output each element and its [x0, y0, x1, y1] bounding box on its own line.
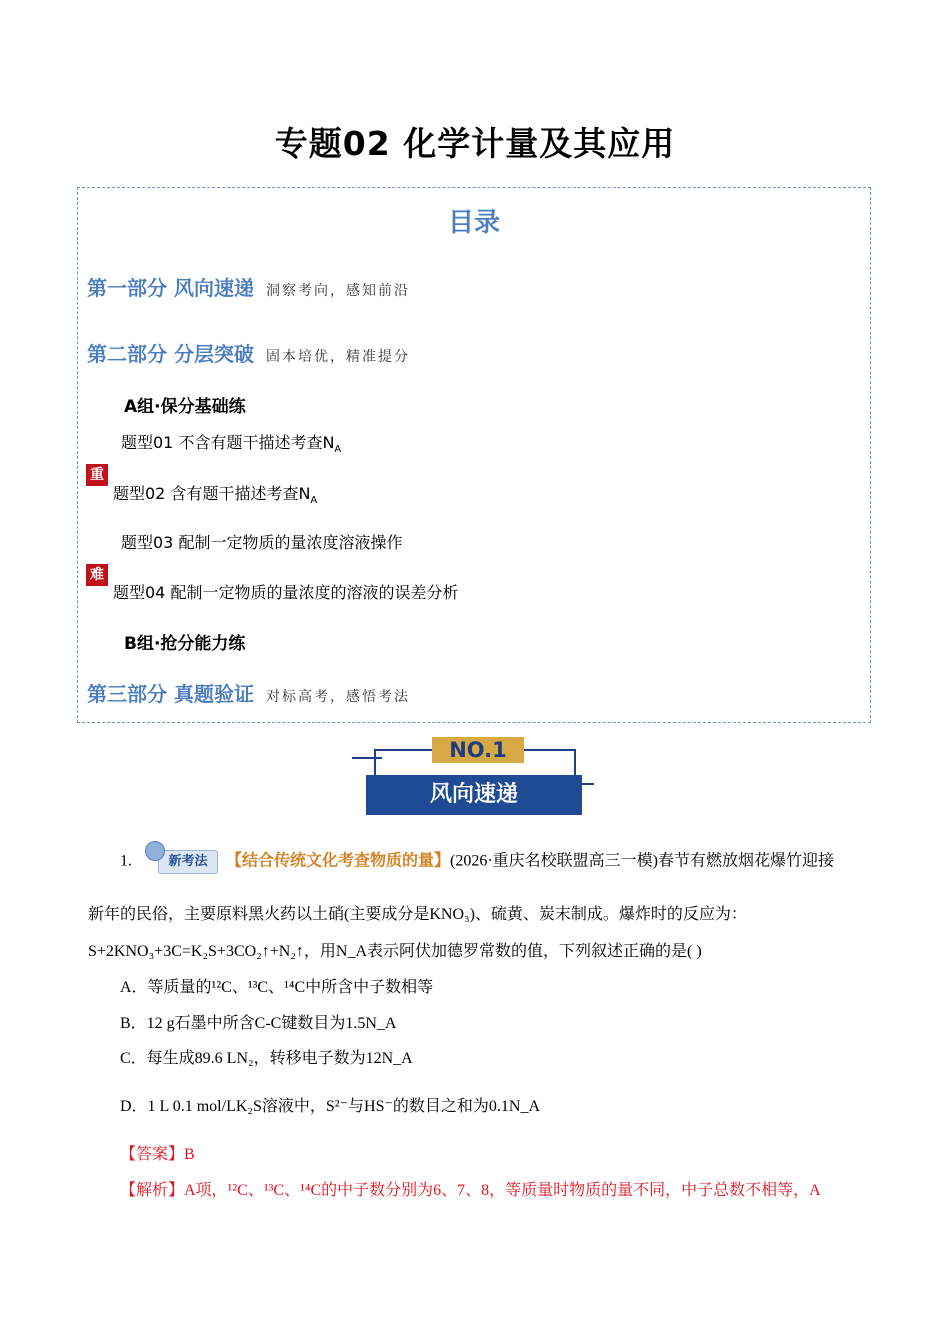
banner-line-top-left	[374, 749, 432, 751]
question-first-line	[120, 850, 834, 874]
section-banner	[352, 735, 602, 817]
key-point-tag: 重	[86, 464, 108, 486]
toc-heading: 目录	[447, 208, 500, 238]
option-d[interactable]: D．1 L 0.1 mol/LK₂S溶液中，S²⁻与HS⁻的数目之和为0.1N_A	[120, 1098, 541, 1115]
toc-part-3-title: 第三部分 真题验证	[87, 682, 254, 706]
new-method-badge-label: 新考法	[168, 854, 208, 869]
toc-part-1-title: 第一部分 风向速递	[87, 276, 254, 300]
toc-item-4-label: 题型04 配制一定物质的量浓度的溶液的误差分析	[113, 583, 459, 602]
toc-item-2-sub: A	[310, 495, 318, 507]
toc-item-2[interactable]	[113, 481, 317, 506]
toc-item-1[interactable]	[121, 430, 341, 455]
option-a[interactable]: A．等质量的¹²C、¹³C、¹⁴C中所含中子数相等	[120, 979, 434, 996]
toc-item-1-sub: A	[334, 444, 342, 456]
difficult-tag: 难	[86, 564, 108, 586]
question-source: (2026·重庆名校联盟高三一模)春节有燃放烟花爆竹迎接	[450, 852, 835, 870]
option-b[interactable]: B．12 g石墨中所含C-C键数目为1.5N_A	[120, 1015, 397, 1032]
toc-part-1[interactable]	[87, 272, 410, 301]
toc-part-2-sub: 固本培优，精准提分	[265, 349, 410, 365]
banner-number: NO.1	[432, 737, 524, 763]
banner-label: 风向速递	[366, 775, 582, 815]
toc-part-2[interactable]	[87, 338, 410, 367]
banner-line-left	[374, 749, 376, 777]
banner-line-top-right	[524, 749, 576, 751]
toc-group-a[interactable]: A组·保分基础练	[124, 397, 246, 417]
toc-item-3[interactable]	[121, 530, 402, 553]
answer: 【答案】B	[120, 1146, 195, 1163]
question-line-2: 新年的民俗，主要原料黑火药以土硝(主要成分是KNO₃)、硫黄、炭末制成。爆炸时的反应为：	[88, 906, 747, 923]
analysis: 【解析】A项，¹²C、¹³C、¹⁴C的中子数分别为6、7、8，等质量时物质的量不同，中子总数不相等，A	[120, 1182, 821, 1199]
question-line-3: S+2KNO₃+3C=K₂S+3CO₂↑+N₂↑，用N_A表示阿伏加德罗常数的值，下列叙述正确的是( )	[88, 943, 702, 960]
toc-part-2-title: 第二部分 分层突破	[87, 342, 254, 366]
question-topic: 【结合传统文化考查物质的量】	[226, 850, 451, 870]
option-c[interactable]: C．每生成89.6 LN₂，转移电子数为12N_A	[120, 1050, 413, 1067]
toc-item-1-label: 题型01 不含有题干描述考查N	[121, 433, 335, 452]
new-method-badge	[158, 850, 218, 874]
banner-line-right	[574, 749, 576, 777]
banner-line-left-stub	[352, 757, 382, 759]
toc-part-3-sub: 对标高考，感悟考法	[265, 689, 410, 705]
table-of-contents	[77, 187, 871, 723]
page-title: 专题02 化学计量及其应用	[274, 124, 676, 163]
toc-group-b[interactable]: B组·抢分能力练	[124, 634, 246, 654]
toc-part-3[interactable]	[87, 678, 410, 707]
toc-part-1-sub: 洞察考向，感知前沿	[265, 283, 410, 299]
pin-icon	[145, 841, 165, 861]
question-number: 1.	[120, 852, 132, 870]
toc-item-3-label: 题型03 配制一定物质的量浓度溶液操作	[121, 533, 403, 552]
toc-item-4[interactable]	[113, 580, 458, 603]
toc-item-2-label: 题型02 含有题干描述考查N	[113, 484, 311, 503]
